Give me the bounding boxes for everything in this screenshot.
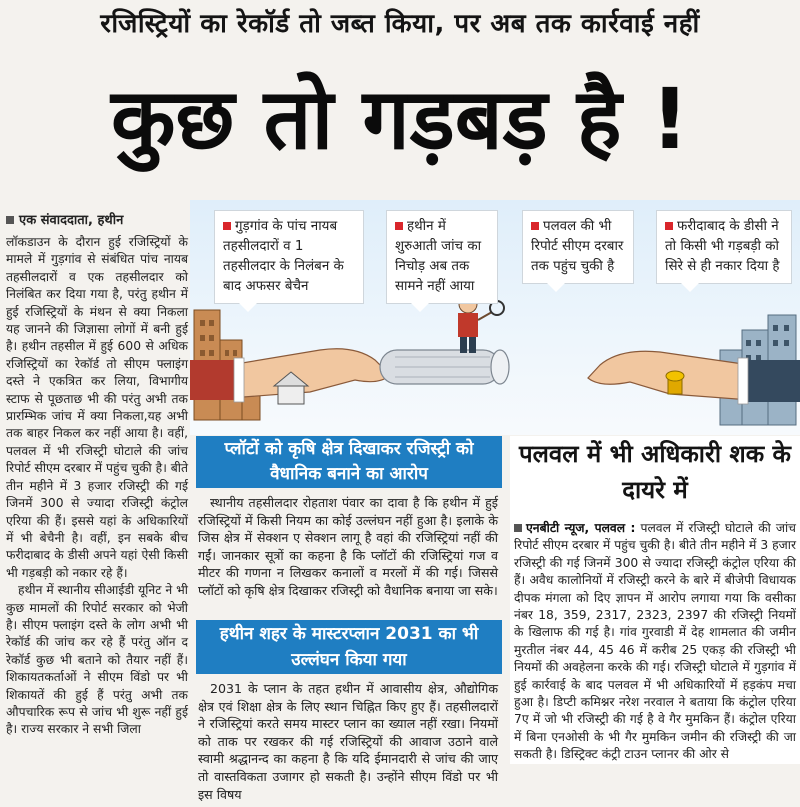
bullet-icon [665, 222, 673, 230]
bullet-icon [531, 222, 539, 230]
box1-title: प्लॉटों को कृषि क्षेत्र दिखाकर रजिस्ट्री को वैधानिक बनाने का आरोप [196, 436, 502, 488]
callout-text: फरीदाबाद के डीसी ने तो किसी भी गड़बड़ी को सिरे से ही नकार दिया है [665, 219, 780, 274]
paragraph: लॉकडाउन के दौरान हुई रजिस्ट्रियों के मामले में गुड़गांव से संबंधित पांच नायब तहसीलदारों व एक तहसीलदार को निलंबित कर दिया गया है, परंतु हथीन में हुई रजिस्ट्रियों के मंथन से क्या निकला यह जानने की जिज्ञासा लोगों में बनी हुई है। हथीन तहसील में हुई 600 से अधिक रजिस्ट्रियों का रेकॉर्ड तो सीएम फ्लाइंग दस्ते ने एकत्रित कर लिया, विभागीय स्टाफ से पूछताछ भी की परंतु अभी तक प्रारम्भिक जांच में क्या निकला,यह अभी तक बाहर निकल कर नहीं आया है। वहीं, पलवल में भी रजिस्ट्री घोटाले की जांच रिपोर्ट सीएम दरबार में पहुंच चुकी है। बीते तीन महीने में 3 हजार रजिस्ट्री की गई जिनमें 300 से ज्यादा रजिस्ट्री कंट्रोल एरिया की हैं। इससे यहां के अधिकारियों में भी बेचैनी है। वहीं, इन सबके बीच फरीदाबाद के डीसी अपने यहां ऐसी किसी भी गड़बड़ी को नकार रहे हैं। [6, 235, 188, 580]
bullet-icon [6, 216, 14, 224]
byline [6, 210, 123, 228]
box2-title: हथीन शहर के मास्टरप्लान 2031 का भी उल्लंघन किया गया [196, 620, 502, 674]
callout-palwal [522, 210, 634, 284]
paragraph: हथीन में स्थानीय सीआईडी यूनिट ने भी कुछ मामलों की रिपोर्ट सरकार को भेजी है। सीएम फ्लाइंग दस्ते के लोग अभी भी रेकॉर्ड की जांच कर रहे हैं परंतु ऑन द रेकॉर्ड कुछ भी बताने को तैयार नहीं हैं। शिकायतकर्ताओं ने सीएम विंडो पर भी शिकायतें की हुई हैं परंतु अभी तक औपचारिक रूप से जांच भी शुरू नहीं हुई है। राज्य सरकार ने सभी जिला [6, 583, 188, 737]
callout-text: गुड़गांव के पांच नायब तहसीलदारों व 1 तहसीलदार के निलंबन के बाद अफसर बेचैन [223, 219, 344, 294]
box2-body [198, 680, 498, 803]
callout-hathin [386, 210, 498, 304]
right-headline: पलवल में भी अधिकारी शक के दायरे में [510, 436, 800, 520]
bullet-icon [223, 222, 231, 230]
paragraph: स्थानीय तहसीलदार रोहताश पंवार का दावा है कि हथीन में हुई रजिस्ट्रियों में किसी नियम का कोई उल्लंघन नहीं हुआ है। इलाके के जिस क्षेत्र में सेक्शन ए सेक्शन लागू है वहां की रजिस्ट्रियां नहीं की गईं। जानकार सूत्रों का कहना है कि प्लॉटों की रजिस्ट्रियां गज व मीटर की गणना न लिखकर कनालों व मरलों में की गई। जिससे प्लॉटों को कृषि क्षेत्र दिखाकर रजिस्ट्री को वैधानिक बनाया जा सके। [198, 495, 498, 598]
callout-text: पलवल की भी रिपोर्ट सीएम दरबार तक पहुंच चुकी है [531, 219, 624, 274]
right-byline: एनबीटी न्यूज, पलवल : [526, 521, 636, 535]
callout-text: हथीन में शुरुआती जांच का निचोड़ अब तक सामने नहीं आया [395, 219, 482, 294]
left-column [6, 234, 188, 739]
bullet-icon [514, 524, 522, 532]
right-body: पलवल में रजिस्ट्री घोटाले की जांच रिपोर्ट सीएम दरबार में पहुंच चुकी है। बीते तीन महीने में 3 हजार रजिस्ट्री की गई जिनमें 300 से ज्यादा रजिस्ट्री कंट्रोल एरिया की हैं। अवैध कालोनियों में रजिस्ट्री करने के बारे में बीजेपी विधायक दीपक मंगला को दिए ज्ञापन में आरोप लगाया गया कि वसीका नंबर 18, 359, 2317, 2323, 2397 की रजिस्ट्री नियमों के खिलाफ की गई है। गांव गुरवाडी में देह शामलात की जमीन मुरतील नंबर 44, 45 46 में करीब 25 एकड़ की रजिस्ट्री भी नियमों की अवहेलना करके की गई। रजिस्ट्री घोटाले में गुड़गांव में हुई कार्रवाई के बाद पलवल में भी अधिकारियों में हड़कंप मचा हुआ है। डिप्टी कमिश्नर नरेश नरवाल ने बताया कि कंट्रोल एरिया 7ए में जो भी रजिस्ट्री की गई है वे गैर मुमकिन हैं। कंट्रोल एरिया में बिना एनओसी के भी गैर मुमकिन जमीन की रजिस्ट्री की जा सकती है। डिस्ट्रिक्ट कंट्री टाउन प्लानर की ओर से [514, 521, 796, 762]
right-column [510, 520, 800, 764]
callout-gurgaon [214, 210, 364, 304]
box1-body [198, 494, 498, 600]
callout-faridabad [656, 210, 792, 284]
byline-text: एक संवाददाता, हथीन [19, 213, 124, 228]
main-headline: कुछ तो गड़बड़ है ! [110, 70, 690, 168]
kicker-headline: रजिस्ट्रियों का रेकॉर्ड तो जब्त किया, पर अब तक कार्रवाई नहीं [100, 9, 700, 39]
paragraph: 2031 के प्लान के तहत हथीन में आवासीय क्षेत्र, औद्योगिक क्षेत्र एवं शिक्षा क्षेत्र के लिए स्थान चिह्नित किए हुए हैं। तहसीलदारों ने रजिस्ट्रियां करते समय मास्टर प्लान का ख्याल नहीं रखा। नियमों को ताक पर रखकर की गई रजिस्ट्रियों की आवाज उठाने वाले स्वामी श्रद्धानन्द का कहना है कि यदि ईमानदारी से जांच की जाए तो वास्तविकता उजागर हो सकती है। उन्होंने सीएम विंडो पर भी इस विषय [198, 681, 498, 802]
bullet-icon [395, 222, 403, 230]
